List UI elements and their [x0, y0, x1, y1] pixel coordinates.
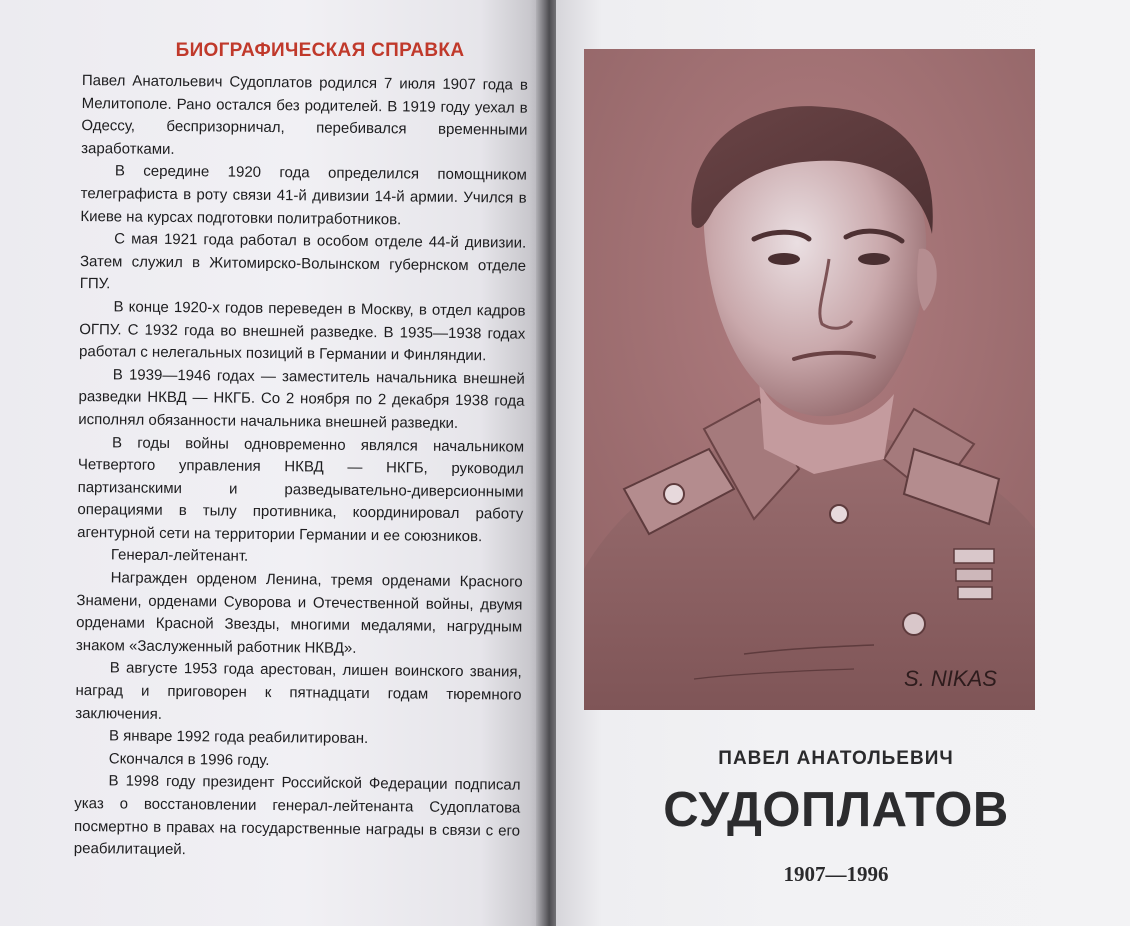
portrait-drawing: [584, 49, 1035, 710]
section-heading: БИОГРАФИЧЕСКАЯ СПРАВКА: [175, 40, 465, 61]
portrait-last-name: СУДОПЛАТОВ: [663, 783, 1009, 837]
bio-paragraph: В годы войны одновременно являлся начальником Четвертого управления НКВД — НКГБ, руководил партизанскими и разведывательно-диверсионными операциями в тылу противника, координировал работу агентурной сети на территории Германии и ее союзников.: [77, 433, 525, 546]
artist-signature: S. NIKAS: [904, 666, 997, 691]
bio-paragraph: Генерал-лейтенант.: [110, 546, 249, 566]
portrait-years: 1907—1996: [783, 862, 889, 886]
bio-paragraph: В 1998 году президент Российской Федерации подписал указ о восстановлении генерал-лейтенанта Судоплатова посмертно в правах на государственные награды в связи с его реабилитацией.: [73, 772, 521, 859]
bio-paragraph: Павел Анатольевич Судоплатов родился 7 июля 1907 года в Мелитополе. Рано остался без родителей. В 1919 году уехал в Одессу, беспризорничал, перебивался временными заработками.: [81, 71, 528, 158]
bio-paragraph: В январе 1992 года реабилитирован.: [108, 727, 369, 748]
left-page: [0, 0, 546, 926]
bio-paragraph: Награжден орденом Ленина, тремя орденами Красного Знамени, орденами Суворова и Отечественной войны, двумя орденами Красной Звезды, многими медалями, нагрудным знаком «Заслуженный работник НКВД».: [75, 569, 523, 657]
bio-paragraph: В августе 1953 года арестован, лишен воинского звания, наград и приговорен к пятнадцати годам тюремного заключения.: [75, 659, 522, 723]
right-page: [556, 0, 1130, 926]
bio-paragraph: В 1939—1946 годах — заместитель начальника внешней разведки НКВД — НКГБ. Со 2 ноября по 2 декабря 1938 года исполнял обязанности начальника внешней разведки.: [78, 366, 525, 432]
portrait-illustration: [584, 49, 1035, 710]
bio-paragraph: С мая 1921 года работал в особом отделе 44-й дивизии. Затем служил в Житомирско-Волынском губернском отделе ГПУ.: [79, 230, 527, 293]
portrait-first-name: ПАВЕЛ АНАТОЛЬЕВИЧ: [718, 748, 954, 769]
bio-paragraph: Скончался в 1996 году.: [108, 750, 270, 769]
bio-paragraph: В конце 1920-х годов переведен в Москву, в отдел кадров ОГПУ. С 1932 года во внешней разведке. В 1935—1938 годах работал с нелегальных позиций в Германии и Финляндии.: [78, 298, 526, 365]
biography-text: [74, 70, 528, 865]
bio-paragraph: В середине 1920 года определился помощником телеграфиста в роту связи 41-й дивизии 14-й армии. Учился в Киеве на курсах подготовки политработников.: [80, 162, 528, 228]
